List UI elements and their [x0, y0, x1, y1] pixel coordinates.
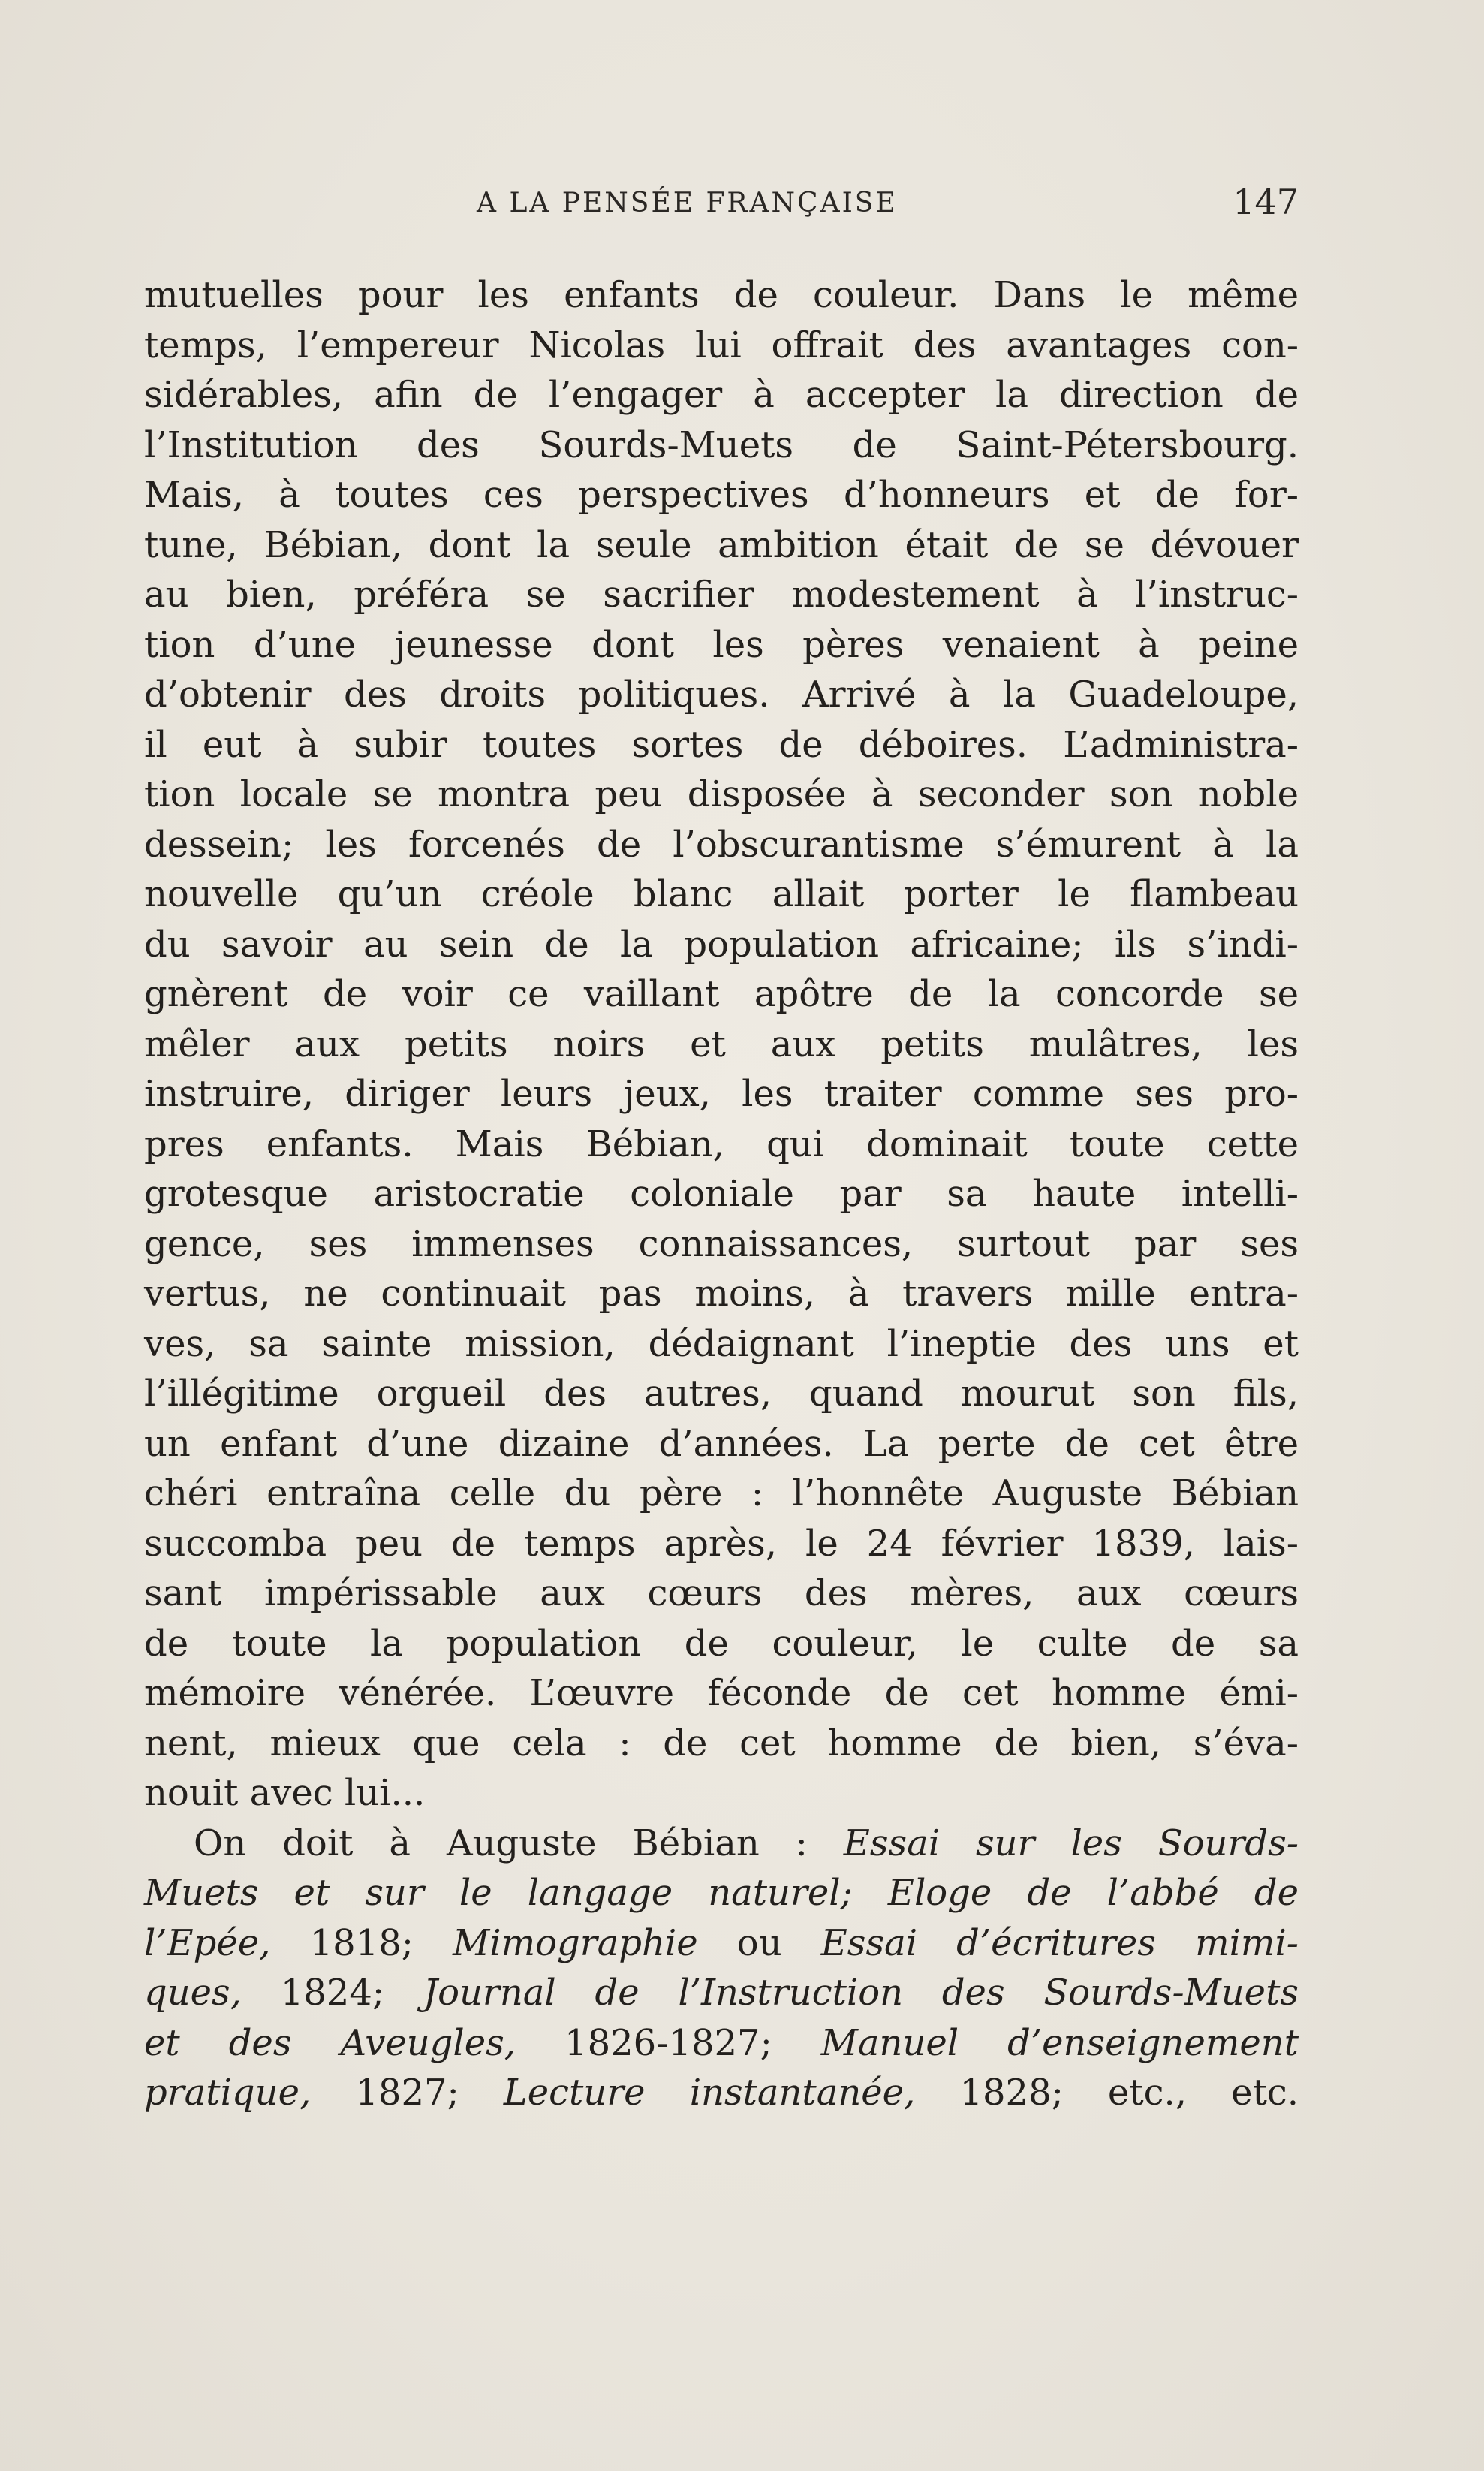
text-span: 1828; etc., etc.: [915, 2072, 1299, 2114]
text-line: gence, ses immenses connaissances, surtout par ses: [144, 1222, 1299, 1265]
book-title: Essai sur les Sourds-: [843, 1822, 1299, 1864]
text-line: pres enfants. Mais Bébian, qui dominait toute cette: [144, 1122, 1299, 1165]
text-line: dessein; les forcenés de l’obscurantisme s’émurent à la: [144, 823, 1299, 866]
running-head: [143, 182, 1299, 227]
text-line: ves, sa sainte mission, dédaignant l’ineptie des uns et: [144, 1322, 1299, 1365]
text-line: Mais, à toutes ces perspectives d’honneurs et de for-: [144, 474, 1299, 516]
book-title: Essai d’écritures mimi-: [820, 1921, 1299, 1964]
text-line: succomba peu de temps après, le 24 février 1839, lais-: [144, 1522, 1299, 1565]
book-title: Mimographie: [453, 1921, 698, 1964]
text-line: sidérables, afin de l’engager à accepter la direction de: [144, 374, 1299, 416]
book-title: l’Epée,: [144, 1921, 271, 1964]
running-title: A LA PENSÉE FRANÇAISE: [477, 188, 898, 218]
text-line: [144, 1819, 1299, 1869]
text-line: [144, 1868, 1299, 1918]
text-span: ou: [697, 1921, 821, 1964]
text-line: gnèrent de voir ce vaillant apôtre de la concorde se: [144, 973, 1299, 1015]
text-span: 1824;: [241, 1972, 423, 2014]
text-line: chéri entraîna celle du père : l’honnête Auguste Bébian: [144, 1472, 1299, 1514]
book-title: et des Aveugles,: [144, 2021, 516, 2064]
text-line: grotesque aristocratie coloniale par sa haute intelli-: [144, 1173, 1299, 1215]
text-line: nent, mieux que cela : de cet homme de bien, s’éva-: [144, 1722, 1299, 1764]
text-line: mémoire vénérée. L’œuvre féconde de cet homme émi-: [144, 1672, 1299, 1714]
text-line: [144, 2018, 1299, 2069]
text-line: vertus, ne continuait pas moins, à travers mille entra-: [144, 1273, 1299, 1315]
text-line: du savoir au sein de la population africaine; ils s’indi-: [144, 923, 1299, 966]
text-line: sant impérissable aux cœurs des mères, aux cœurs: [144, 1572, 1299, 1614]
text-line: de toute la population de couleur, le culte de sa: [144, 1622, 1299, 1665]
text-line: mutuelles pour les enfants de couleur. Dans le même: [144, 274, 1299, 316]
paragraph-1: [144, 270, 1299, 1819]
text-line: tion locale se montra peu disposée à seconder son noble: [144, 773, 1299, 815]
text-line: temps, l’empereur Nicolas lui offrait des avantages con-: [144, 324, 1299, 366]
book-title: Muets et sur le langage naturel; Eloge de l’abbé de: [144, 1872, 1299, 1914]
text-line: il eut à subir toutes sortes de déboires. L’administra-: [144, 723, 1299, 766]
book-title: pratique,: [144, 2072, 312, 2114]
paragraph-2-bibliography: [144, 1819, 1299, 2118]
page-number: 147: [1233, 182, 1299, 222]
body-text: [144, 270, 1299, 2118]
text-line: au bien, préféra se sacrifier modestement à l’instruc-: [144, 574, 1299, 616]
text-line: tune, Bébian, dont la seule ambition était de se dévouer: [144, 523, 1299, 566]
book-title: Lecture instantanée,: [503, 2072, 916, 2114]
book-title: Journal de l’Instruction des Sourds-Muets: [423, 1972, 1299, 2014]
text-line: instruire, diriger leurs jeux, les traiter comme ses pro-: [144, 1073, 1299, 1115]
text-line: tion d’une jeunesse dont les pères venaient à peine: [144, 623, 1299, 666]
text-line: [144, 2068, 1299, 2118]
book-title: Manuel d’enseignement: [820, 2021, 1299, 2064]
text-line: nouit avec lui...: [144, 1772, 426, 1814]
text-span: 1826-1827;: [516, 2021, 821, 2064]
text-line: nouvelle qu’un créole blanc allait porter le flambeau: [144, 873, 1299, 915]
text-line: l’Institution des Sourds-Muets de Saint-Pétersbourg.: [144, 423, 1299, 466]
text-line: l’illégitime orgueil des autres, quand mourut son fils,: [144, 1373, 1299, 1415]
book-title: ques,: [144, 1972, 242, 2014]
text-line: d’obtenir des droits politiques. Arrivé à la Guadeloupe,: [144, 673, 1299, 716]
text-span: On doit à Auguste Bébian :: [194, 1822, 844, 1864]
text-line: mêler aux petits noirs et aux petits mulâtres, les: [144, 1023, 1299, 1065]
text-span: 1827;: [311, 2072, 504, 2114]
text-line: [144, 1968, 1299, 2018]
text-span: 1818;: [270, 1921, 453, 1964]
text-line: un enfant d’une dizaine d’années. La perte de cet être: [144, 1422, 1299, 1465]
text-line: [144, 1918, 1299, 1969]
